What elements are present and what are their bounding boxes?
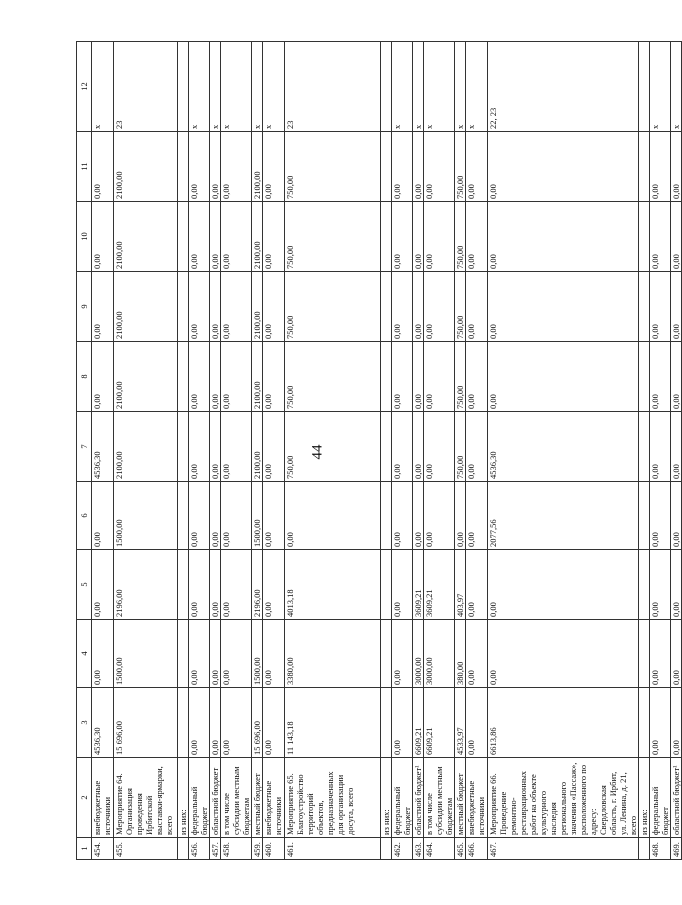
value-cell: 0,00	[189, 342, 210, 412]
value-cell: 750,00	[455, 132, 466, 202]
table-row	[413, 42, 424, 860]
value-cell	[178, 482, 189, 550]
value-cell: 0,00	[392, 550, 413, 620]
value-cell: 750,00	[285, 132, 381, 202]
value-cell: 0,00	[263, 620, 285, 688]
value-cell: 0,00	[671, 412, 682, 482]
value-cell	[381, 202, 392, 272]
value-cell: 0,00	[392, 132, 413, 202]
value-cell	[639, 482, 650, 550]
row-number-cell: 461.	[285, 838, 381, 860]
value-cell: 0,00	[263, 132, 285, 202]
value-cell: 0,00	[189, 550, 210, 620]
value-cell: 0,00	[221, 412, 252, 482]
value-cell: 0,00	[221, 272, 252, 342]
value-cell: 0,00	[189, 482, 210, 550]
table-row	[252, 42, 263, 860]
value-cell: 3380,00	[285, 620, 381, 688]
value-cell: 0,00	[92, 202, 114, 272]
value-cell	[178, 550, 189, 620]
value-cell: 0,00	[263, 272, 285, 342]
value-cell: 0,00	[189, 688, 210, 758]
value-cell: 0,00	[671, 132, 682, 202]
row-number-cell: 458.	[221, 838, 252, 860]
value-cell: 0,00	[424, 272, 455, 342]
value-cell: 0,00	[92, 620, 114, 688]
value-cell: 0,00	[263, 482, 285, 550]
value-cell: 0,00	[413, 132, 424, 202]
value-cell	[178, 342, 189, 412]
value-cell: 0,00	[392, 342, 413, 412]
value-cell: 0,00	[650, 482, 671, 550]
value-cell: 0,00	[466, 272, 488, 342]
value-cell: 0,00	[189, 412, 210, 482]
value-cell: 0,00	[221, 482, 252, 550]
table-row	[424, 42, 455, 860]
value-cell: 0,00	[392, 482, 413, 550]
value-cell: 0,00	[210, 202, 221, 272]
table-row	[189, 42, 210, 860]
row-label-cell: Мероприятие 65. Благоустройство территорий объектов, предназначенных для организации досуга, всего	[285, 758, 381, 838]
value-cell: 1500,00	[252, 482, 263, 550]
table-row	[178, 42, 189, 860]
row-number-cell: 454.	[92, 838, 114, 860]
value-cell: 1500,00	[114, 482, 178, 550]
value-cell: 0,00	[650, 132, 671, 202]
value-cell: 0,00	[92, 550, 114, 620]
value-cell: 0,00	[210, 550, 221, 620]
value-cell: 0,00	[424, 412, 455, 482]
value-cell: 0,00	[671, 202, 682, 272]
value-cell: 0,00	[650, 412, 671, 482]
value-cell: 750,00	[285, 272, 381, 342]
value-cell	[639, 272, 650, 342]
value-cell: 6609,21	[413, 688, 424, 758]
value-cell: 0,00	[285, 482, 381, 550]
value-cell: 0,00	[466, 620, 488, 688]
value-cell: x	[455, 42, 466, 132]
value-cell: 3609,21	[413, 550, 424, 620]
header-cell: 7	[77, 412, 92, 482]
row-number-cell: 465.	[455, 838, 466, 860]
value-cell: 4536,30	[488, 412, 639, 482]
value-cell: 0,00	[650, 202, 671, 272]
row-number-cell: 466.	[466, 838, 488, 860]
value-cell: 0,00	[413, 412, 424, 482]
value-cell	[639, 620, 650, 688]
value-cell: 750,00	[285, 412, 381, 482]
value-cell	[381, 620, 392, 688]
row-number-cell: 455.	[114, 838, 178, 860]
value-cell: 3000,00	[424, 620, 455, 688]
value-cell: 4013,18	[285, 550, 381, 620]
value-cell: 0,00	[466, 342, 488, 412]
value-cell: 0,00	[189, 202, 210, 272]
value-cell: 0,00	[263, 412, 285, 482]
value-cell: 0,00	[210, 132, 221, 202]
row-number-cell	[178, 838, 189, 860]
value-cell: 0,00	[392, 272, 413, 342]
value-cell: 0,00	[210, 272, 221, 342]
value-cell: 0,00	[466, 550, 488, 620]
row-label-cell: местный бюджет	[455, 758, 466, 838]
value-cell: 23	[285, 42, 381, 132]
value-cell: 750,00	[455, 342, 466, 412]
value-cell: 0,00	[221, 132, 252, 202]
table-row	[392, 42, 413, 860]
table-row	[114, 42, 178, 860]
header-cell: 9	[77, 272, 92, 342]
value-cell	[381, 132, 392, 202]
header-cell: 6	[77, 482, 92, 550]
value-cell: 0,00	[263, 342, 285, 412]
table-row	[285, 42, 381, 860]
value-cell: 0,00	[488, 342, 639, 412]
row-number-cell: 469.	[671, 838, 682, 860]
row-label-cell: внебюджетные источники	[92, 758, 114, 838]
row-number-cell: 456.	[189, 838, 210, 860]
value-cell: x	[424, 42, 455, 132]
value-cell: 0,00	[650, 342, 671, 412]
value-cell: 1500,00	[114, 620, 178, 688]
row-label-cell: внебюджетные источники	[263, 758, 285, 838]
value-cell: x	[263, 42, 285, 132]
value-cell	[639, 202, 650, 272]
value-cell: x	[210, 42, 221, 132]
value-cell: 0,00	[466, 202, 488, 272]
value-cell: 750,00	[285, 202, 381, 272]
value-cell	[381, 42, 392, 132]
value-cell: 2196,00	[252, 550, 263, 620]
value-cell	[639, 132, 650, 202]
value-cell: 0,00	[488, 272, 639, 342]
value-cell: 0,00	[671, 482, 682, 550]
value-cell: 22, 23	[488, 42, 639, 132]
value-cell	[639, 42, 650, 132]
page-number: 44	[309, 444, 326, 460]
header-cell: 4	[77, 620, 92, 688]
row-number-cell: 460.	[263, 838, 285, 860]
value-cell	[178, 42, 189, 132]
value-cell: x	[252, 42, 263, 132]
value-cell: 2100,00	[114, 342, 178, 412]
value-cell: 0,00	[210, 688, 221, 758]
value-cell: 0,00	[466, 688, 488, 758]
value-cell: 1500,00	[252, 620, 263, 688]
rotated-table-wrapper	[76, 42, 681, 860]
value-cell: 0,00	[455, 482, 466, 550]
row-label-cell: федеральный бюджет	[392, 758, 413, 838]
value-cell: x	[392, 42, 413, 132]
value-cell: 0,00	[92, 342, 114, 412]
value-cell: 0,00	[221, 620, 252, 688]
value-cell: 2100,00	[114, 202, 178, 272]
value-cell: 750,00	[455, 272, 466, 342]
value-cell: 0,00	[413, 342, 424, 412]
value-cell: 15 696,00	[252, 688, 263, 758]
header-cell: 8	[77, 342, 92, 412]
value-cell: 0,00	[488, 202, 639, 272]
value-cell: 3000,00	[413, 620, 424, 688]
value-cell: 0,00	[650, 550, 671, 620]
value-cell: 0,00	[424, 202, 455, 272]
value-cell	[178, 620, 189, 688]
value-cell: 2100,00	[252, 342, 263, 412]
value-cell: 23	[114, 42, 178, 132]
value-cell: 2196,00	[114, 550, 178, 620]
value-cell: 0,00	[221, 550, 252, 620]
row-label-cell: местный бюджет	[252, 758, 263, 838]
value-cell: 0,00	[189, 272, 210, 342]
value-cell: 2100,00	[114, 132, 178, 202]
value-cell: 0,00	[466, 482, 488, 550]
row-label-cell: федеральный бюджет	[650, 758, 671, 838]
row-label-cell: из них:	[639, 758, 650, 838]
table-row	[639, 42, 650, 860]
value-cell: 380,00	[455, 620, 466, 688]
value-cell: x	[466, 42, 488, 132]
value-cell	[639, 688, 650, 758]
row-label-cell: в том числе субсидии местным бюджетам	[221, 758, 252, 838]
value-cell	[639, 342, 650, 412]
table-frame	[76, 42, 681, 860]
value-cell: 0,00	[221, 202, 252, 272]
value-cell	[381, 412, 392, 482]
value-cell: 0,00	[413, 202, 424, 272]
value-cell: 0,00	[466, 132, 488, 202]
value-cell: x	[92, 42, 114, 132]
row-number-cell: 468.	[650, 838, 671, 860]
value-cell: 11 143,18	[285, 688, 381, 758]
value-cell: 3609,21	[424, 550, 455, 620]
value-cell: 2100,00	[252, 202, 263, 272]
value-cell: 4536,30	[92, 412, 114, 482]
value-cell: 403,97	[455, 550, 466, 620]
table-row	[455, 42, 466, 860]
value-cell: 0,00	[671, 342, 682, 412]
row-number-cell: 464.	[424, 838, 455, 860]
header-cell: 11	[77, 132, 92, 202]
value-cell	[639, 412, 650, 482]
header-cell: 1	[77, 838, 92, 860]
value-cell	[381, 482, 392, 550]
row-label-cell: Мероприятие 64. Организация проведения Ирбитской выставки-ярмарки, всего	[114, 758, 178, 838]
value-cell: 0,00	[424, 132, 455, 202]
value-cell	[178, 412, 189, 482]
row-label-cell: из них:	[178, 758, 189, 838]
table-row	[263, 42, 285, 860]
value-cell: 0,00	[92, 132, 114, 202]
value-cell: 0,00	[671, 620, 682, 688]
header-cell: 3	[77, 688, 92, 758]
value-cell: 0,00	[263, 550, 285, 620]
value-cell: 0,00	[650, 620, 671, 688]
value-cell: 0,00	[488, 550, 639, 620]
row-label-cell: из них:	[381, 758, 392, 838]
row-number-cell	[381, 838, 392, 860]
value-cell: 750,00	[285, 342, 381, 412]
value-cell	[381, 342, 392, 412]
value-cell	[178, 202, 189, 272]
table-row	[466, 42, 488, 860]
value-cell: 0,00	[671, 550, 682, 620]
value-cell: 0,00	[488, 132, 639, 202]
row-number-cell: 463.	[413, 838, 424, 860]
value-cell: 750,00	[455, 202, 466, 272]
value-cell: 2100,00	[114, 412, 178, 482]
value-cell	[381, 272, 392, 342]
value-cell: 0,00	[424, 342, 455, 412]
value-cell	[381, 550, 392, 620]
value-cell: 0,00	[210, 482, 221, 550]
row-label-cell: областной бюджет	[210, 758, 221, 838]
header-row	[77, 42, 92, 860]
value-cell	[178, 272, 189, 342]
value-cell: 4533,97	[455, 688, 466, 758]
value-cell: 0,00	[221, 688, 252, 758]
header-cell: 2	[77, 758, 92, 838]
budget-table	[76, 41, 682, 860]
value-cell: 0,00	[92, 482, 114, 550]
row-number-cell	[639, 838, 650, 860]
table-row	[488, 42, 639, 860]
value-cell: 2077,56	[488, 482, 639, 550]
table-body	[92, 42, 682, 860]
table-row	[92, 42, 114, 860]
row-label-cell: Мероприятие 66. Проведение ремонтно-реставрационных работ на объекте культурного наследия регионального значения «Пассаж», расположенного по адресу: Свердловская область, г. Ирбит, ул. Ленина, д. 21, всего	[488, 758, 639, 838]
row-label-cell: внебюджетные источники	[466, 758, 488, 838]
table-row	[650, 42, 671, 860]
value-cell	[178, 132, 189, 202]
value-cell: 6613,86	[488, 688, 639, 758]
value-cell: x	[189, 42, 210, 132]
value-cell: 0,00	[392, 688, 413, 758]
value-cell: 15 696,00	[114, 688, 178, 758]
value-cell: 0,00	[392, 412, 413, 482]
value-cell: 0,00	[488, 620, 639, 688]
value-cell: 750,00	[455, 412, 466, 482]
value-cell: 0,00	[392, 620, 413, 688]
row-label-cell: федеральный бюджет	[189, 758, 210, 838]
value-cell: x	[413, 42, 424, 132]
header-cell: 5	[77, 550, 92, 620]
value-cell: 2100,00	[252, 412, 263, 482]
value-cell: 0,00	[650, 272, 671, 342]
value-cell	[381, 688, 392, 758]
table-row	[221, 42, 252, 860]
value-cell	[639, 550, 650, 620]
value-cell: 0,00	[210, 342, 221, 412]
value-cell: 0,00	[92, 272, 114, 342]
value-cell: 0,00	[671, 688, 682, 758]
table-row	[210, 42, 221, 860]
table-row	[671, 42, 682, 860]
value-cell: 6609,21	[424, 688, 455, 758]
value-cell: 0,00	[263, 202, 285, 272]
value-cell: x	[650, 42, 671, 132]
value-cell: 0,00	[424, 482, 455, 550]
value-cell: 2100,00	[252, 272, 263, 342]
value-cell: 2100,00	[114, 272, 178, 342]
value-cell: 0,00	[263, 688, 285, 758]
value-cell: 0,00	[189, 620, 210, 688]
header-cell: 10	[77, 202, 92, 272]
table-row	[381, 42, 392, 860]
row-label-cell: областной бюджет¹	[413, 758, 424, 838]
value-cell: 2100,00	[252, 132, 263, 202]
value-cell: 0,00	[189, 132, 210, 202]
value-cell: 0,00	[413, 272, 424, 342]
value-cell: x	[221, 42, 252, 132]
value-cell	[178, 688, 189, 758]
row-number-cell: 459.	[252, 838, 263, 860]
value-cell: 0,00	[210, 620, 221, 688]
value-cell: 0,00	[671, 272, 682, 342]
value-cell: x	[671, 42, 682, 132]
row-number-cell: 467.	[488, 838, 639, 860]
value-cell: 0,00	[413, 482, 424, 550]
value-cell: 0,00	[392, 202, 413, 272]
row-number-cell: 457.	[210, 838, 221, 860]
row-label-cell: в том числе субсидии местным бюджетам	[424, 758, 455, 838]
row-number-cell: 462.	[392, 838, 413, 860]
value-cell: 4536,30	[92, 688, 114, 758]
value-cell: 0,00	[650, 688, 671, 758]
header-cell: 12	[77, 42, 92, 132]
value-cell: 0,00	[466, 412, 488, 482]
value-cell: 0,00	[221, 342, 252, 412]
value-cell: 0,00	[210, 412, 221, 482]
row-label-cell: областной бюджет¹	[671, 758, 682, 838]
